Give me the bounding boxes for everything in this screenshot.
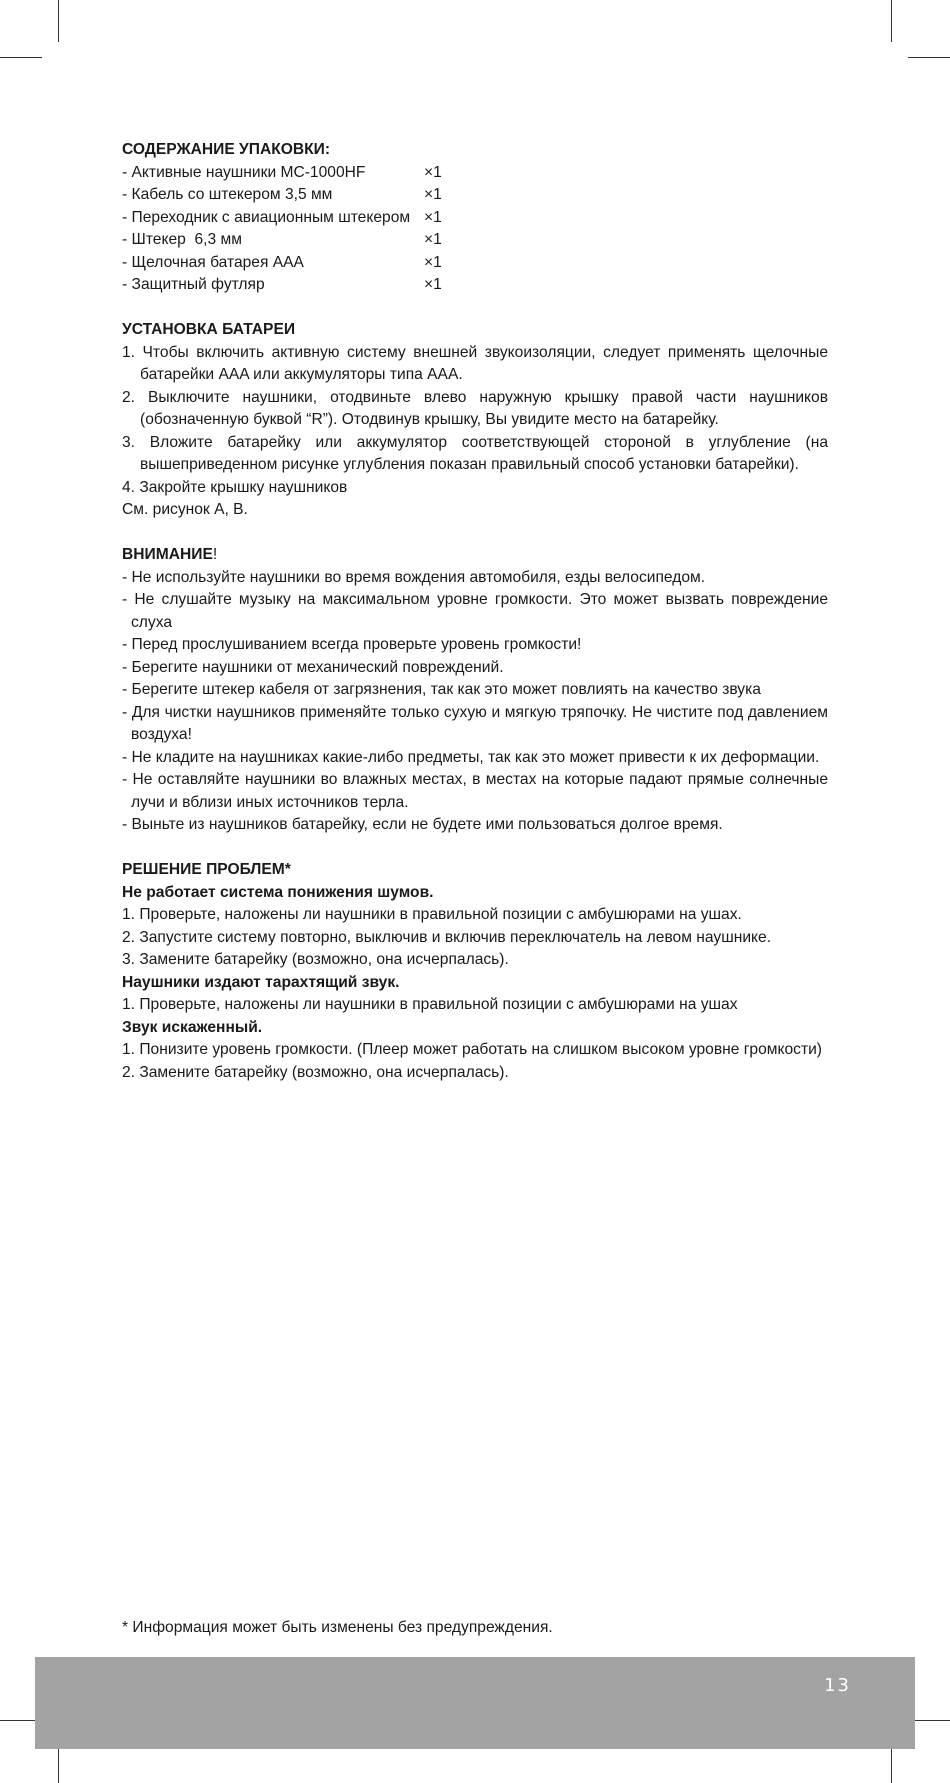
battery-step: 2. Выключите наушники, отодвиньте влево наружную крышку правой части наушников (обозначенную буквой “R”). Отодвинув крышку, Вы увидите место на батарейку. [122, 388, 828, 428]
warning-item: - Выньте из наушников батарейку, если не будете ими пользоваться долгое время. [122, 816, 723, 833]
crop-mark [58, 0, 59, 42]
warning-heading [122, 544, 828, 567]
problem-step: 1. Проверьте, наложены ли наушники в правильной позиции с амбушюрами на ушах. [122, 906, 742, 923]
warning-item: - Не кладите на наушниках какие-либо предметы, так как это может привести к их деформации. [122, 748, 820, 766]
warning-item: - Не используйте наушники во время вождения автомобиля, езды велосипедом. [122, 568, 706, 586]
battery-note: См. рисунок A, B. [122, 501, 248, 518]
battery-list [122, 342, 828, 500]
packaging-item-name: - Переходник с авиационным штекером [122, 208, 411, 226]
warning-item: - Для чистки наушников применяйте только сухую и мягкую тряпочку. Не чистите под давлением воздуха! [122, 703, 828, 743]
packaging-item-name: - Кабель со штекером 3,5 мм [122, 186, 333, 203]
problem-step: 2. Запустите систему повторно, выключив и включив переключатель на левом наушнике. [122, 928, 772, 946]
packaging-item-qty: ×1 [424, 231, 442, 248]
packaging-item-name: - Штекер 6,3 мм [122, 231, 242, 248]
manual-content [122, 139, 828, 1107]
problem-step: 3. Замените батарейку (возможно, она исчерпалась). [122, 951, 509, 968]
problem-step: 2. Замените батарейку (возможно, она исчерпалась). [122, 1063, 509, 1081]
packaging-item-name: - Щелочная батарея AAA [122, 253, 304, 271]
warning-item: - Берегите штекер кабеля от загрязнения, так как это может повлиять на качество звука [122, 681, 761, 698]
packaging-item [122, 207, 828, 230]
warning-title: ВНИМАНИЕ [122, 546, 213, 563]
packaging-item-qty: ×1 [424, 276, 442, 293]
troubleshooting-section [122, 859, 828, 1084]
warning-title-suffix: ! [212, 546, 218, 563]
page-number: 13 [824, 1675, 851, 1696]
footnote: * Информация может быть изменены без предупреждения. [122, 1619, 553, 1636]
warning-list [122, 567, 828, 837]
warning-section [122, 544, 828, 837]
problem-title: Звук искаженный. [122, 1018, 263, 1036]
packaging-item-qty: ×1 [424, 253, 442, 271]
battery-step: 1. Чтобы включить активную систему внешней звукоизоляции, следует применять щелочные батарейки AAA или аккумуляторы типа AAA. [122, 343, 828, 383]
packaging-item-qty: ×1 [424, 208, 442, 226]
packaging-item-name: - Активные наушники MC-1000HF [122, 163, 366, 181]
crop-mark [891, 0, 892, 42]
warning-item: - Не слушайте музыку на максимальном уровне громкости. Это может вызвать повреждение слуха [122, 591, 828, 631]
battery-section [122, 319, 828, 522]
packaging-item [122, 274, 828, 297]
packaging-item [122, 252, 828, 275]
packaging-item [122, 229, 828, 252]
battery-title: УСТАНОВКА БАТАРЕИ [122, 321, 296, 338]
packaging-item [122, 184, 828, 207]
packaging-item [122, 162, 828, 185]
packaging-list [122, 162, 828, 297]
packaging-item-qty: ×1 [424, 163, 442, 181]
packaging-item-name: - Защитный футляр [122, 276, 265, 293]
problem-title: Не работает система понижения шумов. [122, 883, 434, 901]
packaging-title: СОДЕРЖАНИЕ УПАКОВКИ: [122, 141, 331, 158]
warning-item: - Берегите наушники от механический повреждений. [122, 658, 504, 676]
packaging-section [122, 139, 828, 297]
troubleshooting-list [122, 882, 828, 1085]
battery-step: 4. Закройте крышку наушников [122, 478, 348, 496]
packaging-item-qty: ×1 [424, 186, 442, 203]
warning-item: - Перед прослушиванием всегда проверьте уровень громкости! [122, 636, 582, 653]
problem-title: Наушники издают тарахтящий звук. [122, 973, 400, 991]
footer-bar [35, 1657, 915, 1749]
problem-step: 1. Понизите уровень громкости. (Плеер может работать на слишком высоком уровне громкости) [122, 1041, 823, 1058]
crop-mark [0, 57, 42, 58]
battery-step: 3. Вложите батарейку или аккумулятор соответствующей стороной в углубление (на вышеприведенном рисунке углубления показан правильный способ установки батарейки). [122, 433, 828, 473]
problem-step: 1. Проверьте, наложены ли наушники в правильной позиции с амбушюрами на ушах [122, 996, 738, 1013]
warning-item: - Не оставляйте наушники во влажных местах, в местах на которые падают прямые солнечные лучи и вблизи иных источников терла. [122, 771, 828, 811]
crop-mark [908, 57, 950, 58]
troubleshooting-title: РЕШЕНИЕ ПРОБЛЕМ* [122, 861, 291, 878]
